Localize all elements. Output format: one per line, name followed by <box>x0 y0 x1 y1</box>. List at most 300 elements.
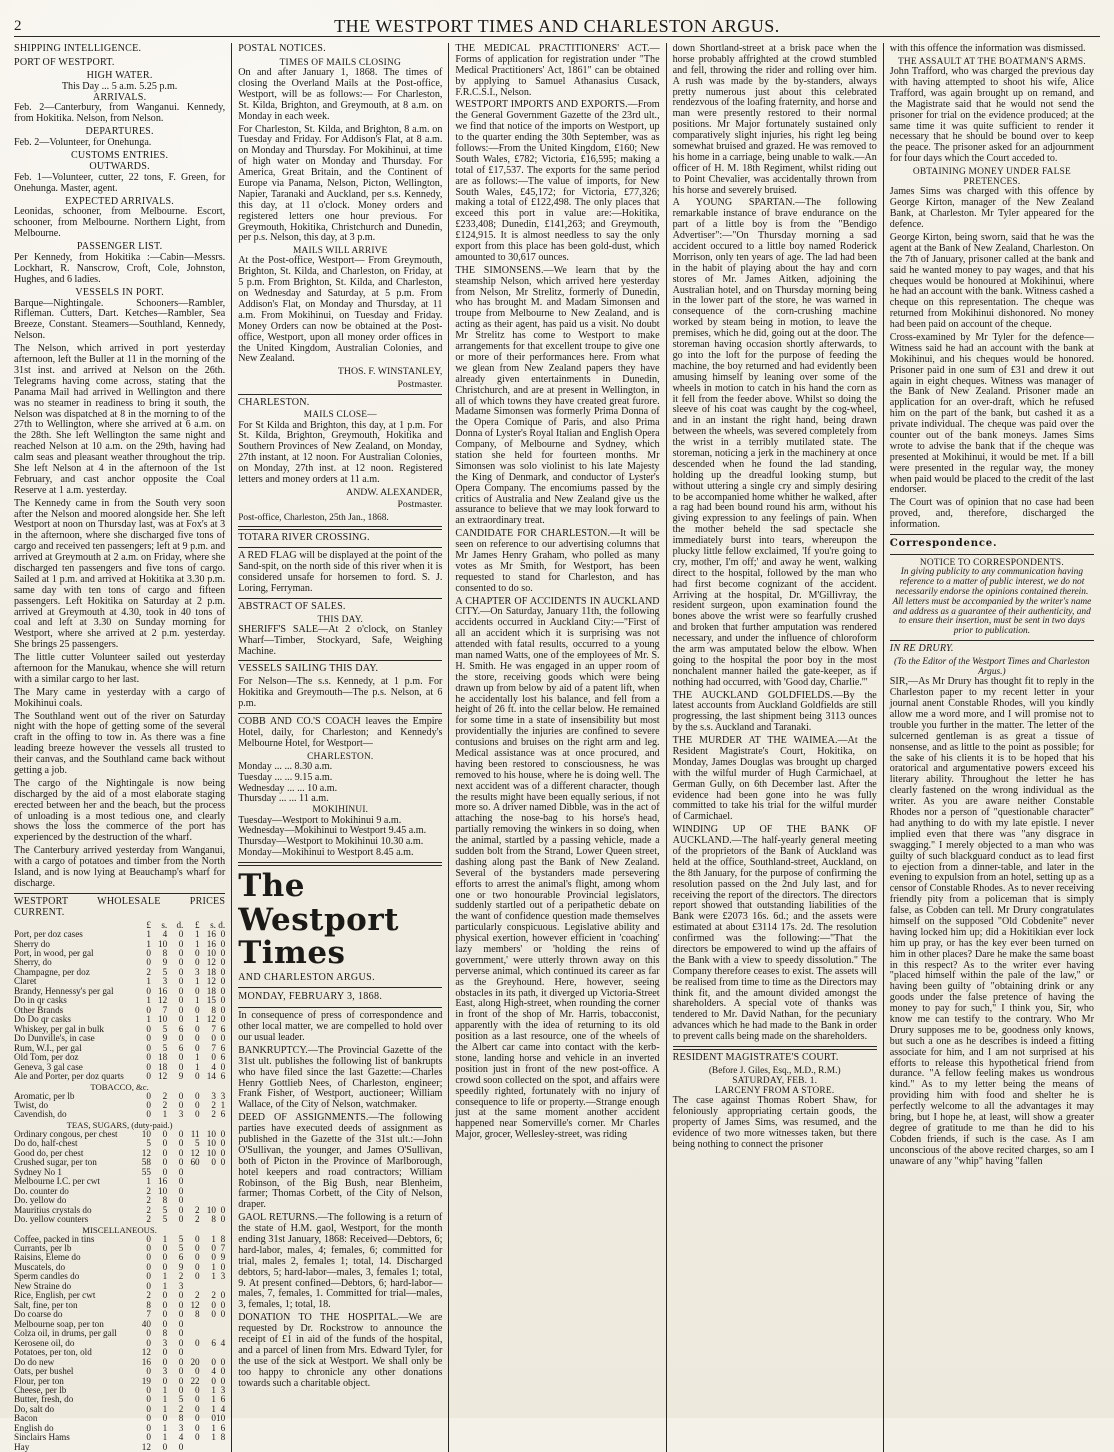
price-value: 0 <box>220 929 226 940</box>
price-value: 10 <box>206 1147 216 1158</box>
news2-para-4: THE MURDER AT THE WAIMEA.—At the Resident Magistrate's Court, Hokitika, on Monday, James Douglas was brought up charged with the wilful murder of Hugh Carmichael, at German Gully, on 6th December last. After the evidence had been gone into he was fully committed to take his trial for the wilful murder of Carmichael. <box>672 735 877 823</box>
price-value: 0 <box>178 1214 184 1225</box>
price-item: Raisins, Eleme do <box>14 1252 81 1263</box>
price-item: Do in qr casks <box>14 995 67 1006</box>
price-value: 16 <box>158 985 168 996</box>
price-row <box>14 968 225 977</box>
price-value: 1 <box>195 1052 200 1063</box>
price-value: 1 <box>162 1385 168 1395</box>
price-item: Do. yellow do <box>14 1195 67 1206</box>
price-value: 1 <box>195 976 200 987</box>
abstract-title: ABSTRACT OF SALES. <box>238 600 346 612</box>
price-value: 0 <box>146 1023 151 1034</box>
pretences-text-4: The Court was of opinion that no case had been proved, and, therefore, discharged the information. <box>889 497 1094 531</box>
price-item: Crushed sugar, per ton <box>14 1157 97 1168</box>
price-value: 8 <box>162 1328 168 1339</box>
price-value: 0 <box>146 1328 151 1339</box>
postal-text-1: On and after January 1, 1868. The times of closing the Overland Mails at the Post-office, Westport, will be as follows:— For Charleston, St. Kilda, Brighton, and Greymouth, at 8 a.m. on Monday in each week. <box>238 67 443 122</box>
price-value: 0 <box>178 1375 184 1386</box>
price-value: 1 <box>162 1109 168 1120</box>
price-item: Melbourne I.C. per cwt <box>14 1176 100 1187</box>
price-value: 0 <box>220 1261 226 1272</box>
price-value: 20 <box>190 1356 200 1367</box>
price-row <box>14 1110 225 1119</box>
price-value: 12 <box>141 1347 151 1358</box>
price-value: 0 <box>178 1166 184 1177</box>
price-value: 0 <box>146 947 151 958</box>
price-header-cell: d. <box>176 919 184 930</box>
price-item: Do, salt do <box>14 1403 55 1414</box>
price-value: 3 <box>162 1366 168 1377</box>
departures-title: DEPARTURES. <box>85 126 154 138</box>
price-value: 6 <box>178 1042 184 1053</box>
price-value: 0 <box>211 1052 216 1063</box>
price-section-title: MISCELLANEOUS. <box>82 1224 157 1235</box>
price-value <box>216 1177 225 1186</box>
price-value: 0 <box>220 1033 226 1044</box>
price-value: 0 <box>178 1309 184 1320</box>
shipping-para-7: The Canterbury arrived yesterday from Wanganui, with a cargo of potatoes and timber from the North Island, and is now lying at Beauchamp's wharf for discharge. <box>14 845 226 889</box>
price-value: 0 <box>195 985 200 996</box>
masthead-title: The Westport Times <box>238 868 399 971</box>
price-value: 5 <box>162 1023 168 1034</box>
price-item: Port, in wood, per gal <box>14 947 94 958</box>
mails-closing-title: TIMES OF MAILS CLOSING <box>279 57 401 68</box>
price-value <box>216 1320 225 1329</box>
price-item: Coffee, packed in tins <box>14 1233 95 1244</box>
price-value: 9 <box>178 1071 184 1082</box>
price-value: 0 <box>195 1004 200 1015</box>
price-value: 0 <box>178 1004 184 1015</box>
price-value: 7 <box>146 1309 151 1320</box>
totara-title: TOTARA RIVER CROSSING. <box>238 532 370 544</box>
outwards-text: Feb. 1—Volunteer, cutter, 22 tons, F. Green, for Onehunga. Master, agent. <box>14 171 226 194</box>
price-value: 0 <box>195 1394 200 1405</box>
price-item: Cavendish, do <box>14 1109 67 1120</box>
news2-para-5: WINDING UP OF THE BANK OF AUCKLAND.—The half-yearly general meeting of the proprietors of the Bank of Auckland was held at the office, Southland-street, Auckland, on the 8th January, for the purpose of confirming the resolution passed on the 2nd July last, and for receiving the report of the directors. The directors report showed that outstanding liabilities of the Bank were £2073 16s. 6d.; and the assets were estimated at about £3114 17s. 2d. The resolution confirmed was the following:—"That the directors be empowered to wind up the affairs of the Bank with a view to speedy dissolution." The Company therefore ceases to exist. The assets will be realised from time to time as the Directors may think fit, and the amount divided amongst the shareholders. A special vote of thanks was tendered to Mr. David Nathan, for the pecuniary advances which he had made to the Bank in order to prevent calls being made on the shareholders. <box>672 824 877 1043</box>
price-value: 0 <box>146 1366 151 1377</box>
pretences-text-1: James Sims was charged with this offence by George Kirton, manager of the New Zealand Bank, at Charleston. Mr Tyler appeared for the defence. <box>889 186 1094 231</box>
price-item: Sinclairs Hams <box>14 1432 70 1443</box>
price-value: 7 <box>162 1004 168 1015</box>
price-value: 22 <box>190 1375 200 1386</box>
price-value: 0 <box>220 995 226 1006</box>
price-value: 0 <box>195 1252 200 1263</box>
shipping-para-4: The Mary came in yesterday with a cargo of Mokihinui coals. <box>14 686 226 709</box>
price-value: 0 <box>178 995 184 1006</box>
price-value: 4 <box>162 929 168 940</box>
prices-title: WESTPORT WHOLESALE PRICES CURRENT. <box>14 895 226 918</box>
court-title: RESIDENT MAGISTRATE'S COURT. <box>672 1052 839 1064</box>
price-value: 1 <box>162 1233 168 1244</box>
price-value: 0 <box>162 1147 168 1158</box>
price-value: 10 <box>206 1128 216 1139</box>
price-value: 0 <box>220 947 226 958</box>
price-value: 1 <box>195 938 200 949</box>
charleston-subtitle: MAILS CLOSE— <box>303 410 377 421</box>
price-item: Kerosene oil, do <box>14 1337 75 1348</box>
price-section-tobacco <box>14 1082 225 1092</box>
pretences-text-3: Cross-examined by Mr Tyler for the defence—Witness said he had an account with the bank at Mokihinui, and his cheques would be honored. Prisoner paid in one sum of £31 and drew it out again in eight cheques. Witness was manager of the Bank of New Zealand. Prisoner made an application for an over-draft, which he refused him on the part of the bank, but cashed it as a private individual. The cheque was paid over the counter out of the bank moneys. James Sims wrote to advise the bank that if the cheque was presented at Mokihinui, it would be met. If a bill were presented in the regular way, the money when paid would be placed to the credit of the last endorser. <box>889 331 1094 496</box>
price-value: 0 <box>178 1176 184 1187</box>
price-value: 0 <box>178 1033 184 1044</box>
page-number: 2 <box>14 18 22 34</box>
price-value: 0 <box>195 1385 200 1395</box>
news-para-1: THE MEDICAL PRACTITIONERS' ACT.—Forms of application for registration under "The Medical Practitioners' Act, 1861" can be obtained by applying to Samuel Athanasius Cusack, F.R.C.S.I., Nelson. <box>455 43 660 98</box>
price-item: Claret <box>14 976 37 987</box>
price-value: 12 <box>206 957 216 968</box>
vessels-sailing-title: VESSELS SAILING THIS DAY. <box>238 663 379 675</box>
passenger-text: Per Kennedy, from Hokitika :—Cabin—Messrs. Lockhart, R. Nanscrow, Croft, Cole, Johnston, Hughes, and 6 ladies. <box>14 252 226 285</box>
price-value: 2 <box>178 1403 184 1414</box>
charleston-title: CHARLESTON. <box>238 396 310 408</box>
price-header-cell: d. <box>218 919 226 930</box>
price-value: 1 <box>146 995 151 1006</box>
price-value: 5 <box>178 1394 184 1405</box>
price-value: 5 <box>195 1138 200 1149</box>
price-item: Do do new <box>14 1356 55 1367</box>
price-item: Ale and Porter, per doz quarts <box>14 1071 124 1082</box>
price-value: 0 <box>195 947 200 958</box>
price-value: 7 <box>211 1042 216 1053</box>
prices-table <box>14 921 225 1452</box>
court-para: The case against Thomas Robert Shaw, for feloniously appropriating certain goods, the property of James Sims, was resumed, and the evidence of two more witnesses taken, but there being nothing to connect the prisoner <box>672 1095 877 1150</box>
price-value: 0 <box>146 1271 151 1282</box>
price-value: 8 <box>211 1214 216 1225</box>
price-value <box>200 1443 216 1452</box>
price-value: 0 <box>162 1356 168 1367</box>
price-item: Geneva, 3 gal case <box>14 1061 83 1072</box>
price-value: 2 <box>146 1290 151 1301</box>
price-item: Do. counter do <box>14 1185 69 1196</box>
dateline: MONDAY, FEBRUARY 3, 1868. <box>238 991 383 1003</box>
price-value: 0 <box>162 1309 168 1320</box>
price-value: 12 <box>158 1071 168 1082</box>
price-value: 9 <box>178 1261 184 1272</box>
price-item: Do do, half-chest <box>14 1138 78 1149</box>
price-item: Rice, English, per cwt <box>14 1290 96 1301</box>
court2-para-1: with this offence the information was dismissed. <box>889 43 1086 54</box>
vessels-in-port-text: Barque—Nightingale. Schooners—Rambler, Rifleman. Cutters, Dart. Ketches—Rambler, Sea Breeze, Constant. Steamers—Southland, Kennedy, Nelson. <box>14 297 226 342</box>
price-value: 0 <box>162 1318 168 1329</box>
price-value: 8 <box>146 1299 151 1310</box>
price-value: 15 <box>206 995 216 1006</box>
price-value: 16 <box>206 938 216 949</box>
price-value: 2 <box>146 966 151 977</box>
abstract-text: SHERIFF'S SALE—At 2 o'clock, on Stanley Wharf—Timber, Stockyard, Safe, Weighing Machine. <box>238 623 443 657</box>
high-water-line: This Day ... 5 a.m. 5.25 p.m. <box>61 80 178 92</box>
price-value: 12 <box>141 1441 151 1452</box>
price-value: 5 <box>178 1233 184 1244</box>
price-value: 0 <box>146 1280 151 1291</box>
price-value: 0 <box>211 1252 216 1263</box>
price-value: 0 <box>178 1157 184 1168</box>
price-row <box>14 1215 225 1224</box>
price-value: 40 <box>141 1318 151 1329</box>
expected-text: Leonidas, schooner, from Melbourne. Escort, schooner, from Melbourne. Northern Light, from Melbourne. <box>14 206 226 240</box>
price-value: 0 <box>195 1413 200 1424</box>
price-value: 18 <box>158 1052 168 1063</box>
vessels-sailing-text: For Nelson—The s.s. Kennedy, at 1 p.m. For Hokitika and Greymouth—The p.s. Nelson, at 6 p.m. <box>238 676 443 710</box>
price-value: 0 <box>220 976 226 987</box>
price-item: Port, per doz cases <box>14 929 83 940</box>
price-value: 0 <box>220 1204 226 1215</box>
price-value: 9 <box>162 1033 168 1044</box>
price-item: New Straine do <box>14 1280 72 1291</box>
port-title: PORT OF WESTPORT. <box>14 56 115 68</box>
price-value: 0 <box>195 1403 200 1414</box>
price-value: 3 <box>220 1090 226 1101</box>
price-value: 0 <box>195 1099 200 1110</box>
price-value: 10 <box>216 1413 226 1424</box>
charleston-date: Post-office, Charleston, 25th Jan., 1868. <box>238 513 389 524</box>
price-value: 0 <box>178 929 184 940</box>
totara-text: A RED FLAG will be displayed at the point of the Sand-spit, on the north side of this river when it is considered unsafe for horsemen to ford. S. J. Loring, Ferryman. <box>238 550 443 594</box>
price-value: 0 <box>178 957 184 968</box>
price-value: 0 <box>146 1432 151 1443</box>
price-value: 0 <box>220 966 226 977</box>
price-value: 18 <box>206 985 216 996</box>
price-value: 0 <box>178 1185 184 1196</box>
price-value: 2 <box>195 1290 200 1301</box>
price-item: Do. yellow counters <box>14 1214 89 1225</box>
price-value: 1 <box>211 1233 216 1244</box>
postal-signature: THOS. F. WINSTANLEY, <box>337 366 443 378</box>
assault-text: John Trafford, who was charged the previous day with having attempted to shoot his wife, Alice Trafford, was again brought up on remand, and the Magistrate said that he would not send the prisoner for trial on the evidence produced; at the same time it was quite sufficient to render it necessary that he should be bound over to keep the peace. The prisoner asked for an adjournment for four days which the Court acceded to. <box>889 66 1094 165</box>
price-value: 0 <box>146 1099 151 1110</box>
price-item: Currants, per lb <box>14 1242 72 1253</box>
price-value: 2 <box>178 1271 184 1282</box>
price-item: Ordinary congous, per chest <box>14 1128 118 1139</box>
price-value: 0 <box>178 1014 184 1025</box>
price-value <box>216 1168 225 1177</box>
price-item: Aromatic, per lb <box>14 1090 75 1101</box>
passenger-title: PASSENGER LIST. <box>76 241 163 253</box>
expected-title: EXPECTED ARRIVALS. <box>65 195 175 207</box>
price-value: 0 <box>146 1422 151 1433</box>
price-item: Mauritius crystals do <box>14 1204 92 1215</box>
price-item: Sperm candles do <box>14 1271 80 1282</box>
price-value: 0 <box>220 1309 226 1320</box>
news2-para-2: A YOUNG SPARTAN.—The following remarkable instance of brave endurance on the part of a little boy is from the "Bendigo Advertiser":—"On Thursday morning a sad accident occured to a little boy named Roderick Morrison, only ten years of age. The lad had been in the habit of playing about the hay and corn stores of Mr. James Aitken, adjoining the Australian hotel, and on Thursday morning being in the lower part of the store, he was warned in consequence of the corn-crushing machine worked by steam being in motion, to leave the premises, which he did, going out at the door. The storeman having occasion shortly afterwards, to go into the loft for the purpose of feeding the machine, the boy returned and had evidently been amusing himself by leaning over some of the wheels in motion to catch in his hand the corn as it fell from the feeder above. Whilst so doing the sleeve of his coat was caught by the cog-wheel, and in an instant the right hand, being drawn between the wheels, was severed completely from the wrist in a terribly mutilated state. The storeman, noticing a jerk in the machinery at once descended when he found the lad standing, holding up the dreadful looking stump, but without uttering a single cry and simply desiring to be accompanied home whither he walked, after a rag had been bound round his arm, without his giving expression to any feelings of pain. When the mother beheld the sad spectacle she immediately burst into tears, whereupon the plucky little fellow exclaimed, 'If you're going to cry, mother, I'm off;' and away he went, walking direct to the hospital, followed by the man who had first become cognizant of the accident. Arriving at the hospital, Dr. M'Gillivray, the resident surgeon, upon examination found the bones above the wrist were so fearfully crushed and broken that further amputation was rendered necessary, and under the influence of chloroform the arm was amputated below the elbow. When going to the hospital the poor boy in the most nonchalent manner hailed the gate-keeper, as if nothing had occurred, with 'Good day, Charlie.'" <box>672 197 877 688</box>
price-value: 0 <box>178 1328 184 1339</box>
coach-charleston-title: CHARLESTON. <box>307 751 374 762</box>
price-value: 3 <box>220 1271 226 1282</box>
page-header <box>14 16 1100 37</box>
price-value: 58 <box>141 1157 151 1168</box>
price-value: 0 <box>146 1261 151 1272</box>
price-value: 7 <box>220 1242 226 1253</box>
charleston-signature: ANDW. ALEXANDER, <box>346 486 443 498</box>
price-value: 0 <box>211 1299 216 1310</box>
price-value: 6 <box>220 1042 226 1053</box>
price-value: 19 <box>141 1375 151 1386</box>
price-value: 0 <box>195 1071 200 1082</box>
price-value: 8 <box>195 1309 200 1320</box>
price-value: 0 <box>146 1042 151 1053</box>
price-item: Bacon <box>14 1413 38 1424</box>
shipping-para-5: The Southland went out of the river on Saturday night with the hope of getting some of the several craft in the offing to tow in. As there was a fine leading breeze however the vessels all trusted to their canvas, and the Southland came back without getting a job. <box>14 710 226 776</box>
price-value: 0 <box>146 1385 151 1395</box>
price-value: 3 <box>162 976 168 987</box>
price-value: 1 <box>146 1176 151 1187</box>
price-value: 1 <box>162 1280 168 1291</box>
editorial-para-4: GAOL RETURNS.—The following is a return of the state of H.M. gaol, Westport, for the month ending 31st January, 1868: Received—Debtors, 6; hard-labor, males, 4; females, 6; committed for trial, males 2, females 1; total, 14. Discharged debtors, 5; hard-labor—males, 3, females 1; total, 9. At present confined—Debtors, 6; hard-labor—males, 7, females, 1. Committed for trial—males, 3, females, 1; total, 18. <box>238 1212 443 1311</box>
price-value: 1 <box>211 1385 216 1395</box>
coach-line-6: Wednesday—Mokihinui to Westport 9.45 a.m. <box>238 825 427 837</box>
price-value: 0 <box>195 1337 200 1348</box>
price-value: 12 <box>206 1014 216 1025</box>
price-item: Butter, fresh, do <box>14 1394 74 1405</box>
price-value: 0 <box>162 1166 168 1177</box>
price-value: 0 <box>146 1252 151 1263</box>
price-value: 8 <box>220 1233 226 1244</box>
price-value <box>216 1443 225 1452</box>
coach-line-3: Wednesday ... ... 10 a.m. <box>238 782 338 794</box>
price-value <box>200 1320 216 1329</box>
column-news-1 <box>448 43 665 1452</box>
price-value <box>183 1177 199 1186</box>
price-value: 0 <box>220 1004 226 1015</box>
price-value: 18 <box>158 1061 168 1072</box>
price-value: 0 <box>178 1147 184 1158</box>
price-item: Oats, per bushel <box>14 1366 74 1377</box>
coach-line-5: Tuesday—Westport to Mokihinui 9 a.m. <box>238 814 402 826</box>
price-value: 0 <box>162 1347 168 1358</box>
price-item: Good do, per chest <box>14 1147 84 1158</box>
price-value: 0 <box>195 1109 200 1120</box>
price-header-cell: s. <box>161 919 168 930</box>
price-value: 5 <box>146 1138 151 1149</box>
price-value: 0 <box>220 1299 226 1310</box>
coach-text: COBB AND CO.'S COACH leaves the Empire Hotel, daily, for Charleston; and Kennedy's Melbourne Hotel, for Westport— <box>238 715 443 749</box>
arrivals-text: Feb. 2—Canterbury, from Wanganui. Kennedy, from Hokitika. Nelson, from Nelson. <box>14 102 226 125</box>
price-value: 0 <box>195 1023 200 1034</box>
price-value: 0 <box>178 1195 184 1206</box>
price-value: 0 <box>195 1432 200 1443</box>
column-news-2 <box>666 43 883 1452</box>
price-value: 0 <box>178 1337 184 1348</box>
court-subtitle: (Before J. Giles, Esq., M.D., R.M.) <box>708 1065 841 1076</box>
price-value: 0 <box>211 1157 216 1168</box>
price-value: 16 <box>158 1176 168 1187</box>
column-postal <box>231 43 448 1452</box>
price-item: Whiskey, per gal in bulk <box>14 1023 104 1034</box>
price-value: 0 <box>211 1033 216 1044</box>
price-value: 0 <box>178 1299 184 1310</box>
price-value: 3 <box>211 1090 216 1101</box>
coach-line-2: Tuesday ... ... 9.15 a.m. <box>238 771 333 783</box>
price-value: 0 <box>178 1099 184 1110</box>
price-value: 0 <box>162 1375 168 1386</box>
price-value: 0 <box>146 985 151 996</box>
price-value: 0 <box>178 976 184 987</box>
price-value: 4 <box>211 1061 216 1072</box>
price-value <box>183 1320 199 1329</box>
price-value: 5 <box>162 1042 168 1053</box>
price-value: 1 <box>162 1394 168 1405</box>
editorial-para-1: In consequence of press of correspondence and other local matter, we are compelled to hold over our usual leader. <box>238 1010 443 1043</box>
pretences-title: OBTAINING MONEY UNDER FALSE PRETENCES. <box>912 167 1071 188</box>
news2-para-3: THE AUCKLAND GOLDFIELDS.—By the latest accounts from Auckland Goldfields are still progressing, the last shipment being 3113 ounces by the s.s. Auckland and Taranaki. <box>672 689 877 734</box>
price-value: 0 <box>146 1403 151 1414</box>
price-value: 10 <box>158 1185 168 1196</box>
price-value: 0 <box>220 1014 226 1025</box>
price-value: 0 <box>178 1385 184 1395</box>
column-court-and-letters <box>883 43 1100 1452</box>
court-case: LARCENY FROM A STORE. <box>715 1086 835 1097</box>
price-value: 1 <box>162 1432 168 1443</box>
price-value: 12 <box>141 1147 151 1158</box>
price-value: 10 <box>158 1014 168 1025</box>
price-value <box>183 1187 199 1196</box>
price-item: Colza oil, in drums, per gall <box>14 1328 117 1339</box>
price-value: 0 <box>162 1242 168 1253</box>
price-item: Sydney No 1 <box>14 1166 62 1177</box>
price-value: 0 <box>195 957 200 968</box>
price-value: 0 <box>178 1347 184 1358</box>
price-value: 5 <box>178 1242 184 1253</box>
price-item: Champagne, per doz <box>14 966 90 977</box>
price-value: 5 <box>162 1214 168 1225</box>
price-section-misc <box>14 1225 225 1235</box>
abstract-day: THIS DAY. <box>317 614 364 625</box>
price-value: 0 <box>146 1052 151 1063</box>
price-value: 16 <box>141 1356 151 1367</box>
price-value: 1 <box>162 1403 168 1414</box>
price-section-title: TOBACCO, &c. <box>90 1081 149 1092</box>
shipping-para-6: The cargo of the Nightingale is now being discharged by the aid of a most elaborate staging erected between her and the beach, but the process of unloading is a most tedious one, and clearly shows the loss the commerce of the port has experienced by the destruction of the wharf. <box>14 777 226 844</box>
price-value: 0 <box>211 1309 216 1320</box>
price-header-cell: £ <box>146 919 151 930</box>
shipping-para-1: The Nelson, which arrived in port yesterday afternoon, left the Buller at 11 in the morning of the 31st inst. and arrived at Nelson on the 26th. Telegrams having come across, stating that the Panama Mail had arrived in Wellington and there was no steamer in readiness to bring it south, the Nelson was dispatched at 8 in the morning to of the 27th to Wellington, where she arrived at 6 a.m. on the 28th. She left Wellington the same night and reached Nelson at 10 a.m. on the 29th, having had calm seas and pleasant weather throughout the trip. She left Nelson at 4 in the afternoon of the 1st February, and cast anchor opposite the Coal Reserve at 1 a.m. yesterday. <box>14 343 226 496</box>
price-value <box>216 1187 225 1196</box>
price-value: 3 <box>178 1109 184 1120</box>
price-value: 0 <box>220 1366 226 1377</box>
in-re-subtitle: (To the Editor of the Westport Times and Charleston Argus.) <box>894 657 1090 678</box>
vessels-in-port-title: VESSELS IN PORT. <box>75 286 164 298</box>
price-value: 0 <box>178 1366 184 1377</box>
price-value: 10 <box>206 1138 216 1149</box>
price-value: 1 <box>220 1099 226 1110</box>
price-value: 2 <box>195 1214 200 1225</box>
price-value: 0 <box>195 1366 200 1377</box>
price-value: 0 <box>220 1214 226 1225</box>
price-value: 0 <box>211 1242 216 1253</box>
price-item: Flour, per ton <box>14 1375 64 1386</box>
notice-text: In giving publicity to any communication having reference to a matter of public interest, we do not necessarily endorse the opinions contained therein. All letters must be accompanied by the writer's name and address as a guarantee of their authenticity, and to ensure their insertion, must be sent in two days prior to publication. <box>892 567 1092 637</box>
price-value: 0 <box>220 1375 226 1386</box>
price-value: 0 <box>178 1061 184 1072</box>
price-value: 2 <box>146 1195 151 1206</box>
news-para-5: A CHAPTER OF ACCIDENTS IN AUCKLAND CITY.—On Saturday, January 11th, the following accidents occurred in Auckland City:—"First of all an accident which it is surprising was not attended with fatal results, occurred to a young man named Watts, one of the employees of Mr. S. H. Smith. He was engaged in an upper room of the store, receiving goods which were being drawn up from below by aid of a patent lift, when he accidentally lost his balance, and fell from a height of 26 ft. into the cellar below. He remained for some time in a state of insensibility but most providentially the injuries are confined to severe contusions and bruises on the right arm and leg. Medical assistance was at once procured, and having been restored to consciousness, he was removed to his house, where he is doing well. The next accident was of a different character, though the results might have been equally serious, if not more so. A driver named Dibble, was in the act of attaching the nose-bag to his horse's head, partially removing the winkers in so doing, when the animal, startled by a passing vehicle, made a sudden bolt from the Strand, Lower Queen street, dashing along past the Bank of New Zealand. Several of the bystanders made persevering efforts to arrest the animal's flight, among whom one or two honourable Provincial legislators, suddenly startled out of a peripathetic debate on the want of confidence question made themselves particularly conspicuous. Legislative ability and physical exertion, however efficient in 'coaching' lazy members' or 'holding the reins of government,' were utterly thrown away on this perverse animal, which continued its career as far as the Greyhound. Here, however, seeing obstacles in its path, it diverged up Victoria-Street East, along High-street, when rounding the corner in front of the shop of Mr. Harris, tobacconist, apparently with the idea of returning to its old position as a last resource, one of the wheels of the Albert car came into contact with the kerb-stone, landing horse and vehicle in an inverted position just in front of the new post-office. A crowd soon collected on the spot, and affairs were speedily righted, fortunately with no injury of consequence to life or property.—Strange enough just at the same moment another accident happened near Somerville's corner. Mr Charles Major, grocer, Wellesley-street, was riding <box>455 595 660 1141</box>
price-value: 0 <box>146 1071 151 1082</box>
price-value: 16 <box>206 929 216 940</box>
price-value: 12 <box>206 976 216 987</box>
shipping-para-3: The little cutter Volunteer sailed out yesterday afternoon for the Manukau, whence she will return with a similar cargo to her last. <box>14 652 226 685</box>
price-value: 10 <box>206 947 216 958</box>
price-value: 3 <box>162 1337 168 1348</box>
price-value: 0 <box>178 1128 184 1139</box>
price-value: 0 <box>178 1318 184 1329</box>
newspaper-header-title: THE WESTPORT TIMES AND CHARLESTON ARGUS. <box>334 16 780 36</box>
price-value: 0 <box>178 985 184 996</box>
coach-line-4: Thursday ... ... 11 a.m. <box>238 793 329 805</box>
price-value: 0 <box>146 1242 151 1253</box>
price-value: 9 <box>220 1252 226 1263</box>
postal-text-3: At the Post-office, Westport— From Greymouth, Brighton, St. Kilda, and Charleston, on Friday, at 5 p.m. From Brighton, St. Kilda, and Charleston, on Wednesday and Saturday, at 5 p.m. From Addison's Flat, on Monday and Thursday, at 11 a.m. From Mokihinui, on Tuesday and Friday. Money Orders can now be obtained at the Post-office, Westport, upon all money order offices in the United Kingdom, Australian Colonies, and New Zealand. <box>238 255 443 365</box>
price-item: Melbourne soap, per ton <box>14 1318 104 1329</box>
